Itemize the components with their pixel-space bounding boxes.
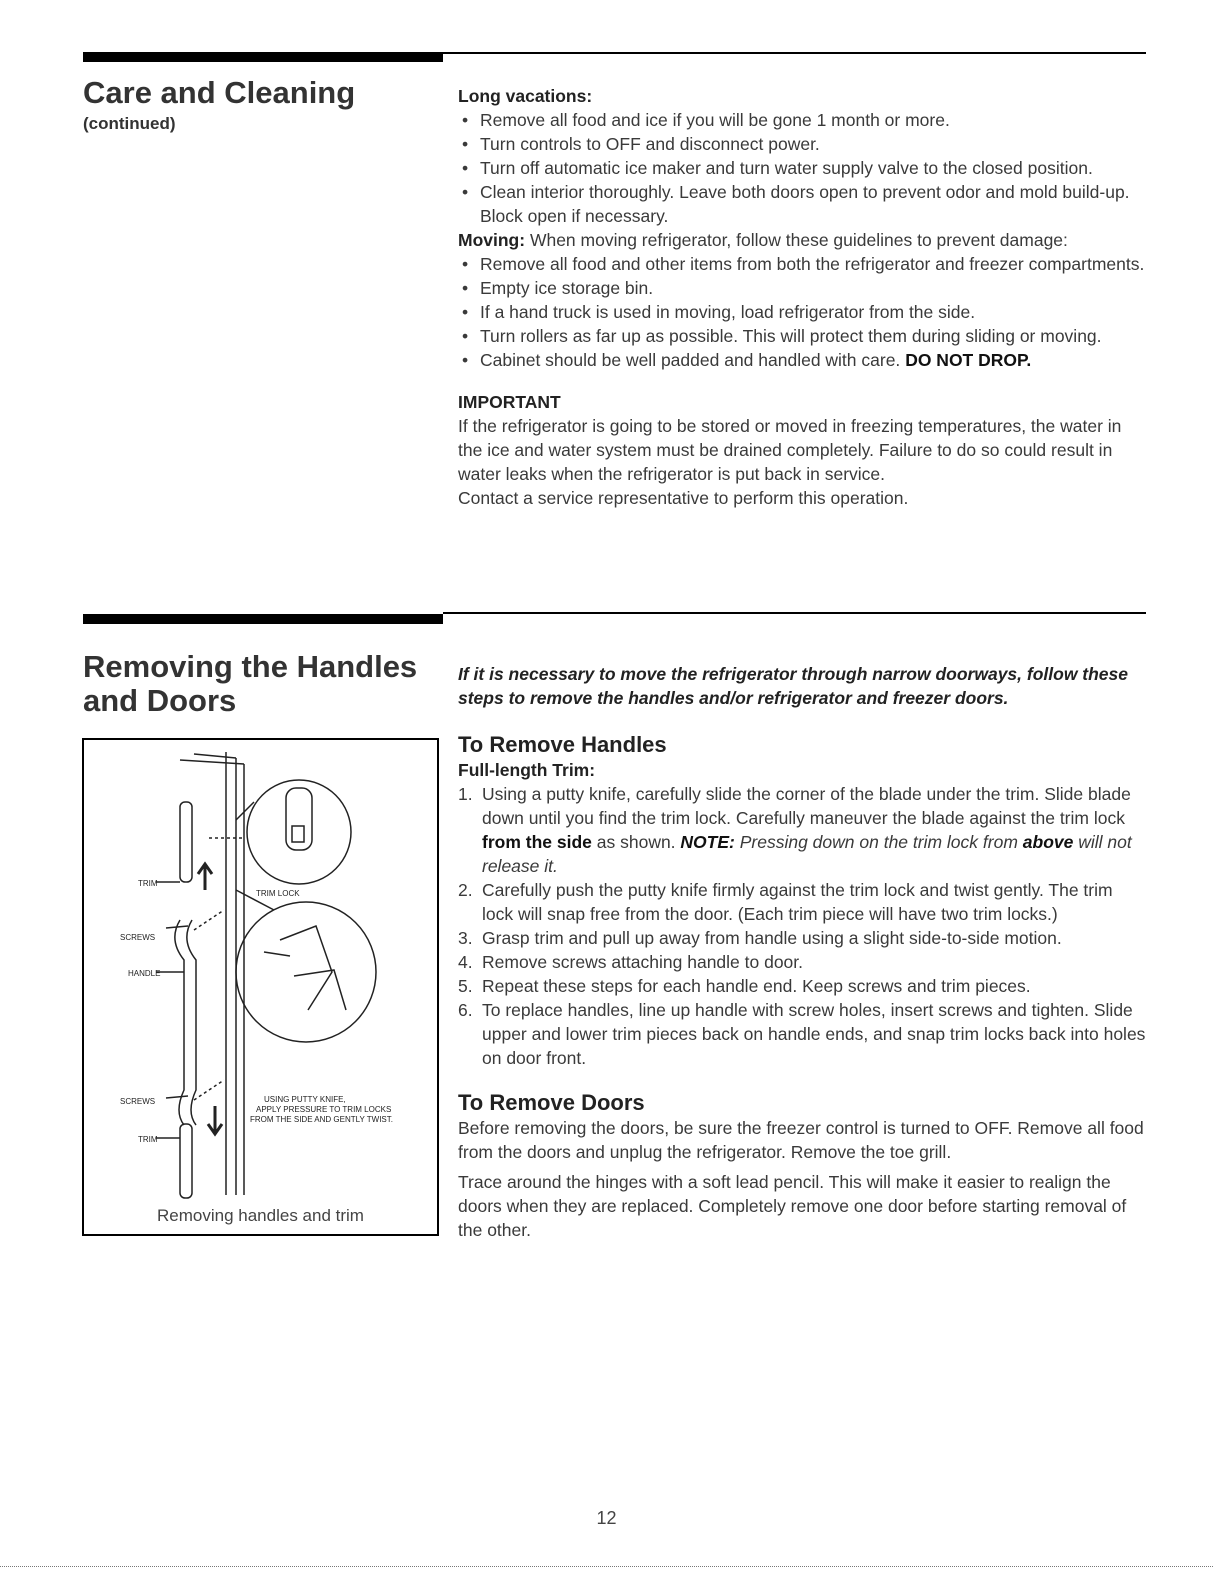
label-handle: HANDLE [128, 969, 161, 978]
doors-paragraph-1: Before removing the doors, be sure the freezer control is turned to OFF. Remove all food from the doors and unplug the refrigerator. Remove the toe grill. [458, 1118, 1144, 1162]
section-subtitle: (continued) [83, 114, 176, 133]
step-text: Using a putty knife, carefully slide the corner of the blade under the trim. Slide blade down until you find the trim lock. Carefully maneuver the blade against the trim lock [482, 784, 1131, 828]
list-item: • Remove all food and other items from both the refrigerator and freezer compartments. [458, 252, 1146, 276]
do-not-drop-warning: DO NOT DROP. [905, 350, 1032, 370]
label-screws-bottom: SCREWS [120, 1097, 156, 1106]
step-text: as shown. [591, 832, 681, 852]
step-number: 2. [458, 880, 473, 900]
moving-intro: When moving refrigerator, follow these guidelines to prevent damage: [529, 230, 1068, 250]
care-cleaning-body [458, 84, 1146, 510]
list-item: • If a hand truck is used in moving, load refrigerator from the side. [458, 300, 1146, 324]
heading-remove-handles: To Remove Handles [458, 732, 667, 757]
moving-paragraph [458, 228, 1146, 252]
step-number: 5. [458, 976, 473, 996]
step-item [458, 950, 1146, 974]
important-contact: Contact a service representative to perform this operation. [458, 488, 909, 508]
step-text: Grasp trim and pull up away from handle using a slight side-to-side motion. [482, 928, 1062, 948]
list-item: • Empty ice storage bin. [458, 276, 1146, 300]
list-item-text: Cabinet should be well padded and handled with care. [480, 350, 901, 370]
note-text: Pressing down on the trim lock from [734, 832, 1023, 852]
step-number: 4. [458, 952, 473, 972]
important-label: IMPORTANT [458, 392, 561, 412]
step-item [458, 782, 1146, 878]
list-item: • Clean interior thoroughly. Leave both doors open to prevent odor and mold build-up. Block open if necessary. [458, 180, 1146, 228]
note-label: NOTE: [680, 832, 735, 852]
label-note-line-1: USING PUTTY KNIFE, [264, 1095, 346, 1104]
label-trim-top: TRIM [138, 879, 158, 888]
section-rule-thin [443, 612, 1146, 614]
step-text: Remove screws attaching handle to door. [482, 952, 804, 972]
step-number: 6. [458, 1000, 473, 1020]
list-item: • Remove all food and ice if you will be gone 1 month or more. [458, 108, 1146, 132]
step-item [458, 926, 1146, 950]
list-item: • Turn rollers as far up as possible. This will protect them during sliding or moving. [458, 324, 1146, 348]
long-vacations-label: Long vacations: [458, 86, 593, 106]
heading-remove-doors: To Remove Doors [458, 1090, 645, 1115]
section-title-removing-handles [83, 650, 417, 718]
important-text: If the refrigerator is going to be stored or moved in freezing temperatures, the water in the ice and water system must be drained completely. Failure to do so could result in water leaks when the refrigerator is put back in service. [458, 416, 1122, 484]
label-note-line-2: APPLY PRESSURE TO TRIM LOCKS [256, 1105, 392, 1114]
full-length-trim-label: Full-length Trim: [458, 760, 596, 780]
step-emphasis: from the side [482, 832, 592, 852]
section-rule-thick [83, 614, 443, 624]
title-line-1: Removing the Handles [83, 649, 418, 684]
section-title-care-cleaning: Care and Cleaning [83, 75, 356, 110]
intro-lead: If it is necessary to move the refrigerator through narrow doorways, follow these steps to remove the handles and/or refrigerator and freezer doors. [458, 664, 1129, 708]
step-text: Repeat these steps for each handle end. Keep screws and trim pieces. [482, 976, 1031, 996]
step-item [458, 878, 1146, 926]
moving-label: Moving: [458, 230, 526, 250]
figure-removing-handles [82, 738, 439, 1236]
list-item: • Turn off automatic ice maker and turn water supply valve to the closed position. [458, 156, 1146, 180]
scan-edge-divider [0, 1566, 1213, 1567]
step-number: 3. [458, 928, 473, 948]
note-emphasis: above [1022, 832, 1074, 852]
label-trim-bottom: TRIM [138, 1135, 158, 1144]
removing-handles-body [458, 662, 1146, 1242]
section-rule-thin [443, 52, 1146, 54]
note-text: will not release it. [482, 832, 1132, 876]
step-text: Carefully push the putty knife firmly against the trim lock and twist gently. The trim lock will snap free from the door. (Each trim piece will have two trim locks.) [482, 880, 1113, 924]
step-number: 1. [458, 784, 473, 804]
step-item [458, 974, 1146, 998]
step-item [458, 998, 1146, 1070]
doors-paragraph-2: Trace around the hinges with a soft lead pencil. This will make it easier to realign the doors when they are replaced. Completely remove one door before starting removal of the other. [458, 1172, 1127, 1240]
label-trim-lock: TRIM LOCK [256, 889, 300, 898]
list-item: • Turn controls to OFF and disconnect power. [458, 132, 1146, 156]
figure-caption: Removing handles and trim [157, 1206, 364, 1225]
list-item [458, 348, 1146, 372]
page-number: 12 [596, 1508, 617, 1528]
label-note-line-3: FROM THE SIDE AND GENTLY TWIST. [250, 1115, 393, 1124]
title-line-2: and Doors [83, 683, 237, 719]
handle-trim-illustration [84, 740, 437, 1200]
step-text: To replace handles, line up handle with screw holes, insert screws and tighten. Slide upper and lower trim pieces back on handle ends, and snap trim locks back into holes on door front. [482, 1000, 1146, 1068]
section-rule-thick [83, 52, 443, 62]
label-screws-top: SCREWS [120, 933, 156, 942]
